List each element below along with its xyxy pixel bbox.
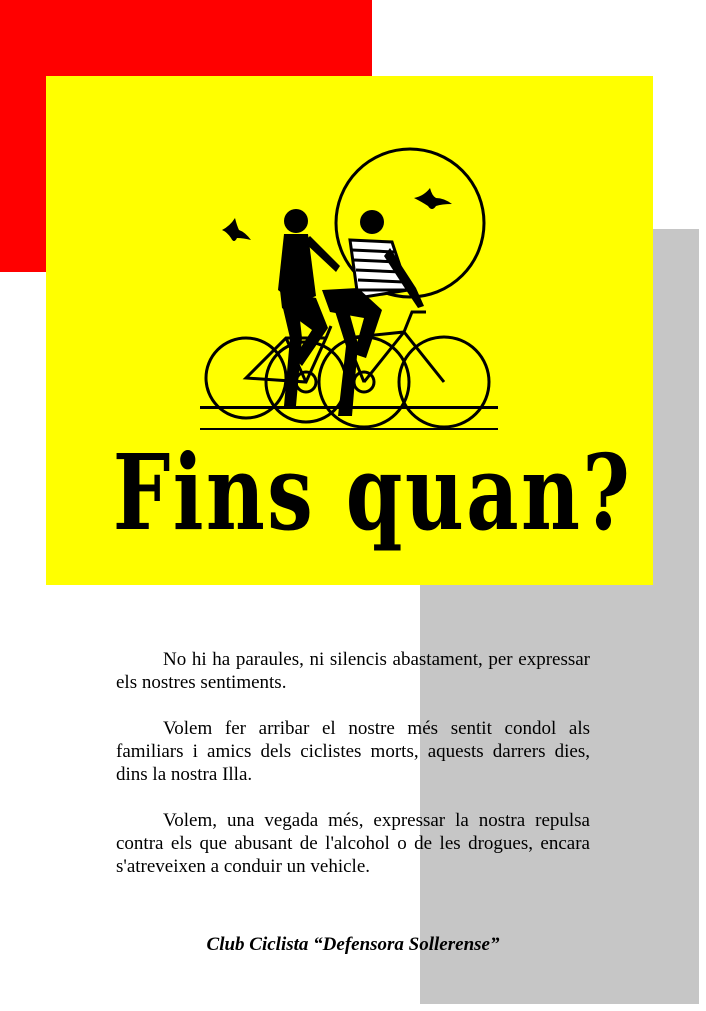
rider-leg — [280, 290, 328, 366]
rider-leg — [334, 308, 358, 416]
rider-head — [284, 209, 308, 233]
signature: Club Ciclista “Defensora Sollerense” — [206, 934, 500, 955]
headline-title: Fins quan? — [112, 431, 633, 554]
bird-icon — [222, 218, 251, 241]
rider-head — [360, 210, 384, 234]
paragraph: Volem fer arribar el nostre més sentit condol als familiars i amics dels ciclistes morts, aquests darrers dies, dins la nostra Illa. — [116, 718, 590, 785]
paragraph: No hi ha paraules, ni silencis abastament, per expressar els nostres sentiments. — [116, 649, 590, 693]
bird-icon — [414, 188, 452, 209]
body-text — [116, 648, 590, 901]
paragraph: Volem, una vegada més, expressar la nostra repulsa contra els que abusant de l'alcohol o de les drogues, encara s'atreveixen a conduir un vehicle. — [116, 810, 590, 877]
yellow-header-panel — [46, 76, 653, 585]
ground-line — [200, 428, 498, 430]
